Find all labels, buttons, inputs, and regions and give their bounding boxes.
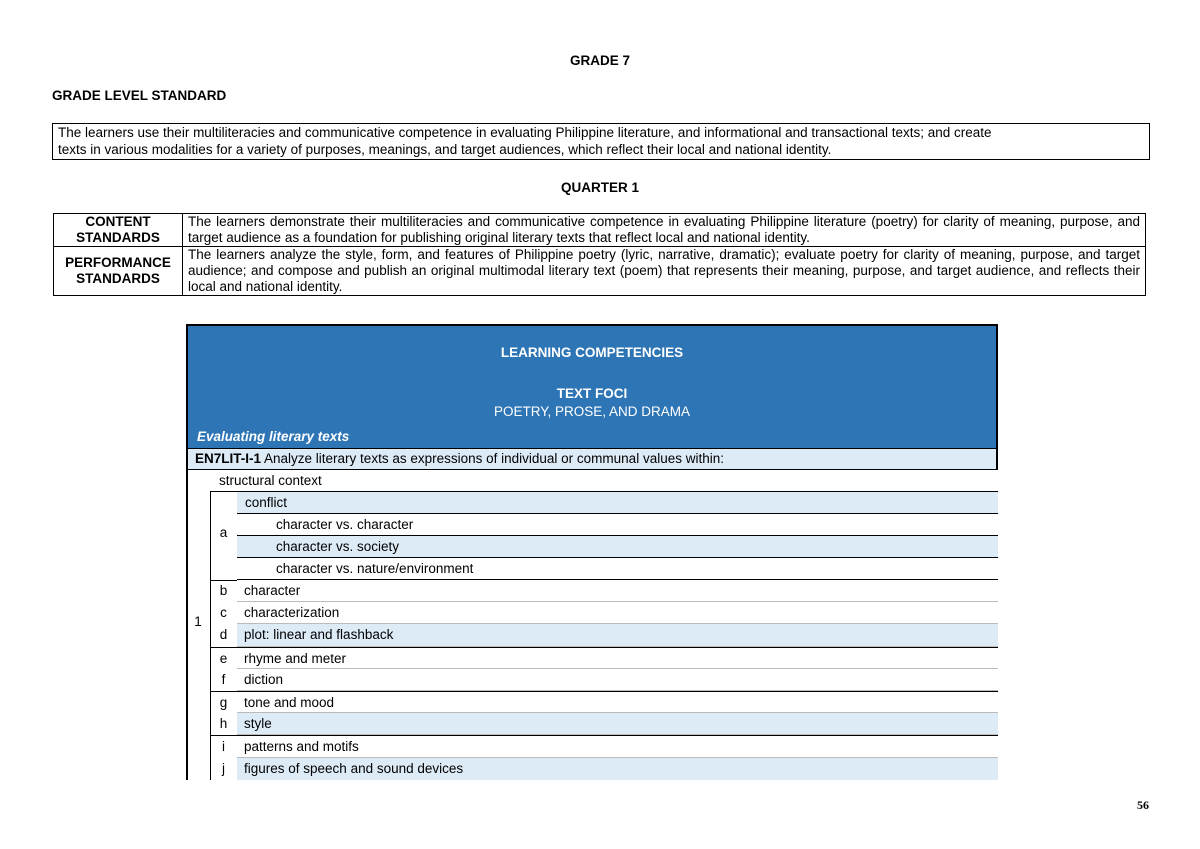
grade-level-standard-line-1: The learners use their multiliteracies and communicative competence in evaluating Philippine literature, and informational and transactional texts; and create [58, 125, 992, 140]
performance-standards-text: The learners analyze the style, form, and features of Philippine poetry (lyric, narrative, dramatic); evaluate poetry for clarity of meaning, purpose, and target audience; and compose and publish an original multimodal literary text (poem) that represents their meaning, purpose, and target audience, and reflects their local and national identity. [183, 247, 1146, 296]
letter-b: b [219, 583, 228, 598]
label-line: CONTENT [85, 214, 151, 229]
competency-sub-row [237, 691, 998, 713]
section-heading: Evaluating literary texts [186, 425, 998, 448]
label-line: PERFORMANCE [65, 255, 171, 270]
competency-sub-label: diction [244, 671, 284, 687]
content-standards-text: The learners demonstrate their multiliteracies and communicative competence in evaluating Philippine literature (poetry) for clarity of meaning, purpose, and target audience as a foundation for publishing original literary texts that reflect local and national identity. [183, 214, 1146, 247]
grade-level-standard-box [52, 123, 1150, 160]
label-line: STANDARDS [76, 230, 160, 245]
performance-standards-label [54, 247, 183, 296]
grade-level-standard-heading: GRADE LEVEL STANDARD [52, 88, 227, 103]
competency-sub-row [237, 758, 998, 780]
competency-sub-row [237, 624, 998, 646]
conflict-sub-item-label: character vs. character [276, 517, 414, 532]
letter-c: c [220, 605, 227, 621]
performance-standards-row [54, 247, 1146, 296]
competency-sub-label: patterns and motifs [244, 739, 359, 755]
competency-row [186, 448, 998, 470]
structural-context-label: structural context [219, 473, 322, 488]
letter-i: i [210, 735, 237, 758]
standards-table [53, 213, 1146, 296]
learning-competencies-title: LEARNING COMPETENCIES [500, 345, 684, 360]
letter-g: g [210, 691, 237, 714]
competency-sub-row [237, 602, 998, 624]
letter-j: j [222, 760, 225, 776]
competency-sub-row [237, 735, 998, 757]
learning-competencies-header [186, 324, 998, 425]
competency-sub-row [237, 647, 998, 669]
competency-sub-label: style [244, 716, 272, 732]
structural-context-row [210, 470, 998, 492]
competency-sub-label: rhyme and meter [244, 650, 347, 666]
competency-sub-row [237, 669, 998, 691]
letter-e: e [210, 647, 237, 670]
competency-sub-label: figures of speech and sound devices [244, 760, 464, 776]
content-standards-row [54, 214, 1146, 247]
item-number: 1 [194, 614, 202, 629]
competency-sub-label: plot: linear and flashback [244, 627, 394, 643]
text-foci-title: TEXT FOCI [556, 386, 628, 401]
conflict-sub-item-label: character vs. society [276, 539, 400, 554]
quarter-title: QUARTER 1 [560, 180, 639, 195]
competency-code: EN7LIT-I-1 [195, 451, 262, 466]
competency-text: Analyze literary texts as expressions of individual or communal values within: [261, 451, 724, 466]
grade-level-standard-line-2: texts in various modalities for a variety of purposes, meanings, and target audiences, which reflect their local and national identity. [58, 141, 832, 157]
competency-sub-label: character [244, 583, 301, 598]
page-number: 56 [1137, 798, 1149, 812]
conflict-sub-item [237, 536, 998, 558]
competency-sub-label: tone and mood [244, 695, 335, 710]
conflict-row [237, 492, 998, 514]
conflict-sub-item [237, 558, 998, 580]
letter-d: d [219, 627, 228, 643]
grade-title: GRADE 7 [569, 53, 630, 68]
text-foci-value: POETRY, PROSE, AND DRAMA [493, 404, 691, 419]
letter-h: h [219, 716, 228, 732]
label-line: STANDARDS [76, 271, 160, 286]
conflict-sub-item [237, 514, 998, 536]
content-standards-label [54, 214, 183, 247]
letter-a: a [219, 525, 228, 540]
conflict-label: conflict [245, 495, 288, 510]
letter-f: f [221, 671, 226, 687]
competency-sub-row [237, 580, 998, 602]
conflict-sub-item-label: character vs. nature/environment [276, 561, 474, 576]
competency-sub-row [237, 713, 998, 735]
competency-sub-label: characterization [244, 605, 340, 621]
learning-competencies-table [186, 324, 998, 776]
